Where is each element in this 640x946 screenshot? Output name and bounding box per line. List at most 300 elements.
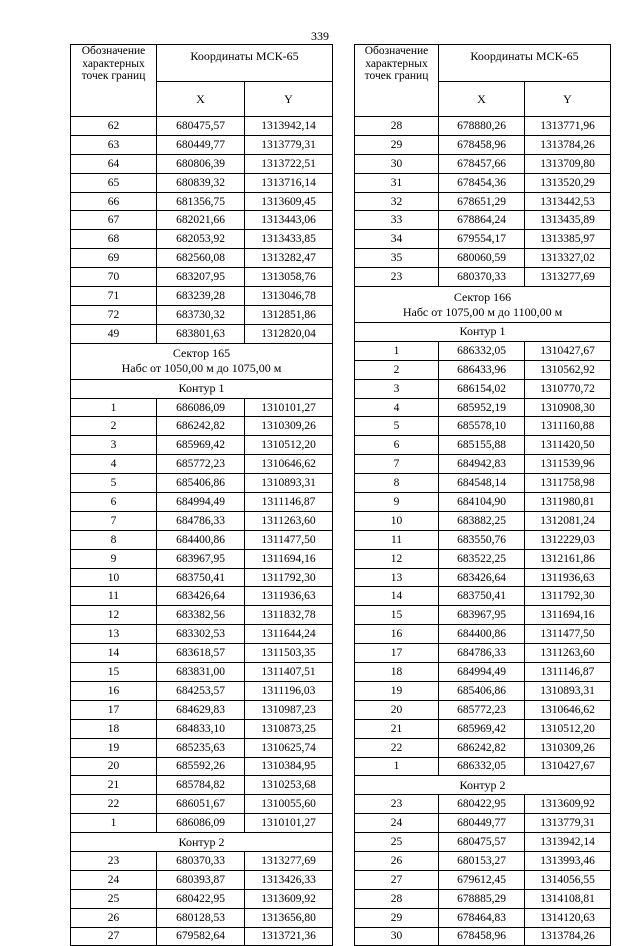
point-id-cell: 63	[71, 135, 157, 154]
point-id-cell: 27	[355, 870, 439, 889]
y-coordinate-cell: 1310101,27	[245, 814, 333, 833]
x-coordinate-cell: 684786,33	[439, 644, 525, 663]
y-coordinate-cell: 1311146,87	[245, 493, 333, 512]
table-row	[71, 625, 333, 644]
x-coordinate-cell: 678651,29	[439, 192, 525, 211]
point-id-cell: 9	[355, 493, 439, 512]
point-id-cell: 21	[71, 776, 157, 795]
x-coordinate-cell: 680449,77	[157, 135, 245, 154]
table-row	[71, 776, 333, 795]
x-coordinate-cell: 679554,17	[439, 230, 525, 249]
table-row	[71, 305, 333, 324]
table-row	[71, 230, 333, 249]
x-coordinate-cell: 685235,63	[157, 738, 245, 757]
y-header: Y	[525, 82, 611, 117]
x-coordinate-cell: 684629,83	[157, 700, 245, 719]
point-id-cell: 6	[71, 493, 157, 512]
table-row	[355, 249, 611, 268]
table-row	[71, 455, 333, 474]
y-coordinate-cell: 1312229,03	[525, 530, 611, 549]
section-title: Сектор 165	[172, 346, 231, 361]
table-row	[355, 700, 611, 719]
point-id-cell: 20	[71, 757, 157, 776]
x-coordinate-cell: 679582,64	[157, 927, 245, 946]
x-coordinate-cell: 680422,95	[439, 795, 525, 814]
y-coordinate-cell: 1313046,78	[245, 287, 333, 306]
contour-label: Контур 1	[355, 323, 611, 342]
point-id-cell: 16	[71, 681, 157, 700]
table-row	[71, 117, 333, 136]
contour-row	[355, 323, 611, 342]
table-row	[71, 644, 333, 663]
table-row	[71, 493, 333, 512]
y-coordinate-cell: 1313779,31	[525, 814, 611, 833]
table-row	[71, 287, 333, 306]
table-row	[71, 154, 333, 173]
point-id-cell: 1	[71, 398, 157, 417]
x-coordinate-cell: 685155,88	[439, 436, 525, 455]
y-coordinate-cell: 1313779,31	[245, 135, 333, 154]
y-coordinate-cell: 1312161,86	[525, 549, 611, 568]
table-row	[71, 249, 333, 268]
y-coordinate-cell: 1313433,85	[245, 230, 333, 249]
point-id-cell: 34	[355, 230, 439, 249]
table-row	[355, 379, 611, 398]
section-row	[71, 343, 333, 379]
y-coordinate-cell: 1310646,62	[525, 700, 611, 719]
x-coordinate-cell: 680449,77	[439, 814, 525, 833]
y-coordinate-cell: 1311694,16	[525, 606, 611, 625]
point-id-cell: 23	[355, 268, 439, 287]
point-id-cell: 69	[71, 249, 157, 268]
table-row	[355, 606, 611, 625]
y-coordinate-cell: 1311832,78	[245, 606, 333, 625]
x-coordinate-cell: 683207,95	[157, 268, 245, 287]
y-coordinate-cell: 1312820,04	[245, 324, 333, 343]
x-coordinate-cell: 678464,83	[439, 908, 525, 927]
point-id-cell: 12	[71, 606, 157, 625]
point-id-cell: 22	[355, 738, 439, 757]
y-coordinate-cell: 1310873,25	[245, 719, 333, 738]
point-id-cell: 14	[355, 587, 439, 606]
point-id-cell: 2	[355, 360, 439, 379]
y-coordinate-cell: 1311758,98	[525, 474, 611, 493]
table-row	[355, 398, 611, 417]
section-subtitle: Набс от 1050,00 м до 1075,00 м	[121, 361, 282, 376]
table-row	[355, 455, 611, 474]
point-id-cell: 33	[355, 211, 439, 230]
y-coordinate-cell: 1313277,69	[525, 268, 611, 287]
x-coordinate-cell: 684994,49	[439, 663, 525, 682]
y-coordinate-cell: 1310908,30	[525, 398, 611, 417]
y-coordinate-cell: 1313520,29	[525, 173, 611, 192]
point-id-cell: 21	[355, 719, 439, 738]
point-id-cell: 22	[71, 795, 157, 814]
table-body-right	[355, 117, 611, 946]
x-coordinate-cell: 683750,41	[439, 587, 525, 606]
y-coordinate-cell: 1310625,74	[245, 738, 333, 757]
y-coordinate-cell: 1311644,24	[245, 625, 333, 644]
point-id-cell: 16	[355, 625, 439, 644]
point-id-cell: 70	[71, 268, 157, 287]
table-row	[355, 663, 611, 682]
y-coordinate-cell: 1310770,72	[525, 379, 611, 398]
page-number: 339	[311, 29, 329, 43]
y-coordinate-cell: 1313721,36	[245, 927, 333, 946]
point-id-cell: 15	[71, 663, 157, 682]
y-coordinate-cell: 1313609,45	[245, 192, 333, 211]
section-header	[71, 343, 333, 379]
x-header: X	[439, 82, 525, 117]
point-id-cell: 30	[355, 927, 439, 946]
point-id-cell: 8	[71, 530, 157, 549]
y-coordinate-cell: 1311792,30	[245, 568, 333, 587]
y-coordinate-cell: 1311539,96	[525, 455, 611, 474]
x-coordinate-cell: 678458,96	[439, 927, 525, 946]
point-id-cell: 26	[71, 908, 157, 927]
table-row	[71, 135, 333, 154]
point-id-cell: 19	[355, 681, 439, 700]
y-coordinate-cell: 1313942,14	[245, 117, 333, 136]
point-id-cell: 8	[355, 474, 439, 493]
point-id-cell: 24	[71, 870, 157, 889]
table-row	[71, 436, 333, 455]
y-coordinate-cell: 1311146,87	[525, 663, 611, 682]
point-id-cell: 28	[355, 117, 439, 136]
x-coordinate-cell: 681356,75	[157, 192, 245, 211]
x-coordinate-cell: 686242,82	[157, 417, 245, 436]
designation-header: Обозначение характерных точек границ	[355, 45, 439, 117]
point-id-cell: 30	[355, 154, 439, 173]
y-coordinate-cell: 1311936,63	[525, 568, 611, 587]
table-row	[355, 417, 611, 436]
point-id-cell: 29	[355, 908, 439, 927]
x-coordinate-cell: 683426,64	[439, 568, 525, 587]
table-row	[355, 757, 611, 776]
contour-row	[355, 776, 611, 795]
point-id-cell: 32	[355, 192, 439, 211]
x-coordinate-cell: 684400,86	[439, 625, 525, 644]
x-coordinate-cell: 683618,57	[157, 644, 245, 663]
y-coordinate-cell: 1313385,97	[525, 230, 611, 249]
table-row	[71, 870, 333, 889]
table-row	[355, 117, 611, 136]
point-id-cell: 7	[355, 455, 439, 474]
y-coordinate-cell: 1313327,02	[525, 249, 611, 268]
x-coordinate-cell: 680153,27	[439, 851, 525, 870]
y-coordinate-cell: 1313282,47	[245, 249, 333, 268]
y-coordinate-cell: 1311420,50	[525, 436, 611, 455]
point-id-cell: 25	[71, 889, 157, 908]
x-coordinate-cell: 678458,96	[439, 135, 525, 154]
point-id-cell: 10	[355, 511, 439, 530]
x-coordinate-cell: 684994,49	[157, 493, 245, 512]
point-id-cell: 66	[71, 192, 157, 211]
y-coordinate-cell: 1313784,26	[525, 927, 611, 946]
point-id-cell: 7	[71, 511, 157, 530]
table-row	[71, 324, 333, 343]
point-id-cell: 71	[71, 287, 157, 306]
point-id-cell: 29	[355, 135, 439, 154]
table-row	[355, 927, 611, 946]
table-row	[71, 814, 333, 833]
table-row	[355, 851, 611, 870]
table-row	[71, 417, 333, 436]
x-coordinate-cell: 685784,82	[157, 776, 245, 795]
table-row	[355, 719, 611, 738]
x-coordinate-cell: 678864,24	[439, 211, 525, 230]
section-subtitle: Набс от 1075,00 м до 1100,00 м	[402, 304, 563, 319]
y-coordinate-cell: 1313609,92	[525, 795, 611, 814]
table-row	[355, 549, 611, 568]
y-coordinate-cell: 1310427,67	[525, 757, 611, 776]
y-coordinate-cell: 1311792,30	[525, 587, 611, 606]
x-coordinate-cell: 684400,86	[157, 530, 245, 549]
y-coordinate-cell: 1310055,60	[245, 795, 333, 814]
x-coordinate-cell: 683730,32	[157, 305, 245, 324]
table-row	[71, 889, 333, 908]
y-coordinate-cell: 1310309,26	[525, 738, 611, 757]
point-id-cell: 10	[71, 568, 157, 587]
point-id-cell: 17	[355, 644, 439, 663]
table-row	[355, 474, 611, 493]
x-coordinate-cell: 680370,33	[439, 268, 525, 287]
x-coordinate-cell: 685969,42	[439, 719, 525, 738]
table-row	[355, 870, 611, 889]
section-header	[355, 287, 611, 323]
table-row	[71, 738, 333, 757]
point-id-cell: 13	[71, 625, 157, 644]
table-row	[71, 587, 333, 606]
table-row	[71, 173, 333, 192]
point-id-cell: 2	[71, 417, 157, 436]
point-id-cell: 5	[71, 474, 157, 493]
y-coordinate-cell: 1311263,60	[245, 511, 333, 530]
x-coordinate-cell: 683522,25	[439, 549, 525, 568]
table-row	[71, 549, 333, 568]
point-id-cell: 18	[71, 719, 157, 738]
table-row	[71, 606, 333, 625]
x-coordinate-cell: 683967,95	[157, 549, 245, 568]
table-row	[355, 268, 611, 287]
x-coordinate-cell: 686086,09	[157, 398, 245, 417]
y-coordinate-cell: 1311407,51	[245, 663, 333, 682]
y-coordinate-cell: 1313771,96	[525, 117, 611, 136]
x-coordinate-cell: 683426,64	[157, 587, 245, 606]
x-coordinate-cell: 680475,57	[157, 117, 245, 136]
x-coordinate-cell: 678885,29	[439, 889, 525, 908]
x-coordinate-cell: 685406,86	[157, 474, 245, 493]
designation-header: Обозначение характерных точек границ	[71, 45, 157, 117]
x-coordinate-cell: 686154,02	[439, 379, 525, 398]
table-row	[355, 889, 611, 908]
point-id-cell: 64	[71, 154, 157, 173]
contour-label: Контур 1	[71, 379, 333, 398]
x-coordinate-cell: 683550,76	[439, 530, 525, 549]
table-row	[355, 230, 611, 249]
x-coordinate-cell: 683967,95	[439, 606, 525, 625]
table-row	[71, 511, 333, 530]
table-row	[355, 436, 611, 455]
x-coordinate-cell: 683239,28	[157, 287, 245, 306]
point-id-cell: 72	[71, 305, 157, 324]
y-coordinate-cell: 1311694,16	[245, 549, 333, 568]
y-coordinate-cell: 1314120,63	[525, 908, 611, 927]
x-coordinate-cell: 686332,05	[439, 757, 525, 776]
point-id-cell: 13	[355, 568, 439, 587]
point-id-cell: 25	[355, 833, 439, 852]
point-id-cell: 19	[71, 738, 157, 757]
table-row	[71, 192, 333, 211]
y-coordinate-cell: 1310512,20	[525, 719, 611, 738]
point-id-cell: 6	[355, 436, 439, 455]
table-row	[71, 681, 333, 700]
x-coordinate-cell: 686242,82	[439, 738, 525, 757]
table-row	[71, 211, 333, 230]
y-coordinate-cell: 1313443,06	[245, 211, 333, 230]
y-coordinate-cell: 1311160,88	[525, 417, 611, 436]
x-coordinate-cell: 684833,10	[157, 719, 245, 738]
x-coordinate-cell: 684253,57	[157, 681, 245, 700]
x-coordinate-cell: 683831,00	[157, 663, 245, 682]
point-id-cell: 23	[71, 851, 157, 870]
x-coordinate-cell: 685952,19	[439, 398, 525, 417]
x-coordinate-cell: 679612,45	[439, 870, 525, 889]
x-coordinate-cell: 686086,09	[157, 814, 245, 833]
x-coordinate-cell: 678454,36	[439, 173, 525, 192]
x-coordinate-cell: 682053,92	[157, 230, 245, 249]
x-coordinate-cell: 684104,90	[439, 493, 525, 512]
y-coordinate-cell: 1313656,80	[245, 908, 333, 927]
table-row	[355, 681, 611, 700]
x-coordinate-cell: 686332,05	[439, 341, 525, 360]
x-coordinate-cell: 680128,53	[157, 908, 245, 927]
x-coordinate-cell: 680475,57	[439, 833, 525, 852]
contour-row	[71, 379, 333, 398]
table-row	[71, 927, 333, 946]
y-coordinate-cell: 1310987,23	[245, 700, 333, 719]
y-coordinate-cell: 1313442,53	[525, 192, 611, 211]
contour-row	[71, 833, 333, 852]
x-coordinate-cell: 683801,63	[157, 324, 245, 343]
table-row	[71, 663, 333, 682]
point-id-cell: 1	[355, 757, 439, 776]
table-row	[71, 568, 333, 587]
x-coordinate-cell: 678880,26	[439, 117, 525, 136]
table-row	[355, 814, 611, 833]
y-coordinate-cell: 1314056,55	[525, 870, 611, 889]
y-coordinate-cell: 1313709,80	[525, 154, 611, 173]
table-row	[71, 530, 333, 549]
x-coordinate-cell: 684942,83	[439, 455, 525, 474]
table-row	[355, 568, 611, 587]
point-id-cell: 65	[71, 173, 157, 192]
y-coordinate-cell: 1311980,81	[525, 493, 611, 512]
table-row	[71, 268, 333, 287]
y-coordinate-cell: 1311263,60	[525, 644, 611, 663]
table-body-left	[71, 117, 333, 946]
x-coordinate-cell: 683750,41	[157, 568, 245, 587]
x-coordinate-cell: 684786,33	[157, 511, 245, 530]
point-id-cell: 12	[355, 549, 439, 568]
point-id-cell: 1	[71, 814, 157, 833]
y-coordinate-cell: 1313277,69	[245, 851, 333, 870]
point-id-cell: 1	[355, 341, 439, 360]
table-row	[355, 511, 611, 530]
table-row	[355, 625, 611, 644]
x-header: X	[157, 82, 245, 117]
point-id-cell: 26	[355, 851, 439, 870]
table-row	[355, 173, 611, 192]
point-id-cell: 3	[71, 436, 157, 455]
coordinates-header: Координаты МСК-65	[157, 45, 333, 82]
y-coordinate-cell: 1313609,92	[245, 889, 333, 908]
coordinates-table-right	[354, 44, 611, 946]
y-coordinate-cell: 1312081,24	[525, 511, 611, 530]
point-id-cell: 14	[71, 644, 157, 663]
y-coordinate-cell: 1310893,31	[525, 681, 611, 700]
table-row	[71, 795, 333, 814]
x-coordinate-cell: 683882,25	[439, 511, 525, 530]
point-id-cell: 62	[71, 117, 157, 136]
x-coordinate-cell: 685406,86	[439, 681, 525, 700]
y-coordinate-cell: 1310427,67	[525, 341, 611, 360]
y-coordinate-cell: 1313993,46	[525, 851, 611, 870]
x-coordinate-cell: 683382,56	[157, 606, 245, 625]
y-coordinate-cell: 1313784,26	[525, 135, 611, 154]
point-id-cell: 20	[355, 700, 439, 719]
table-row	[355, 530, 611, 549]
y-coordinate-cell: 1310384,95	[245, 757, 333, 776]
x-coordinate-cell: 680806,39	[157, 154, 245, 173]
point-id-cell: 3	[355, 379, 439, 398]
y-header: Y	[245, 82, 333, 117]
point-id-cell: 35	[355, 249, 439, 268]
y-coordinate-cell: 1311196,03	[245, 681, 333, 700]
y-coordinate-cell: 1314108,81	[525, 889, 611, 908]
table-row	[355, 341, 611, 360]
x-coordinate-cell: 680060,59	[439, 249, 525, 268]
x-coordinate-cell: 685772,23	[157, 455, 245, 474]
x-coordinate-cell: 680839,32	[157, 173, 245, 192]
y-coordinate-cell: 1311936,63	[245, 587, 333, 606]
table-row	[71, 700, 333, 719]
point-id-cell: 17	[71, 700, 157, 719]
point-id-cell: 23	[355, 795, 439, 814]
x-coordinate-cell: 683302,53	[157, 625, 245, 644]
table-row	[355, 738, 611, 757]
x-coordinate-cell: 684548,14	[439, 474, 525, 493]
point-id-cell: 4	[355, 398, 439, 417]
x-coordinate-cell: 680422,95	[157, 889, 245, 908]
point-id-cell: 9	[71, 549, 157, 568]
x-coordinate-cell: 685592,26	[157, 757, 245, 776]
table-row	[355, 135, 611, 154]
point-id-cell: 68	[71, 230, 157, 249]
x-coordinate-cell: 685772,23	[439, 700, 525, 719]
table-row	[355, 795, 611, 814]
x-coordinate-cell: 685578,10	[439, 417, 525, 436]
table-row	[355, 587, 611, 606]
y-coordinate-cell: 1312851,86	[245, 305, 333, 324]
point-id-cell: 49	[71, 324, 157, 343]
y-coordinate-cell: 1313942,14	[525, 833, 611, 852]
point-id-cell: 28	[355, 889, 439, 908]
y-coordinate-cell: 1313435,89	[525, 211, 611, 230]
table-row	[71, 398, 333, 417]
table-row	[71, 757, 333, 776]
table-row	[71, 851, 333, 870]
